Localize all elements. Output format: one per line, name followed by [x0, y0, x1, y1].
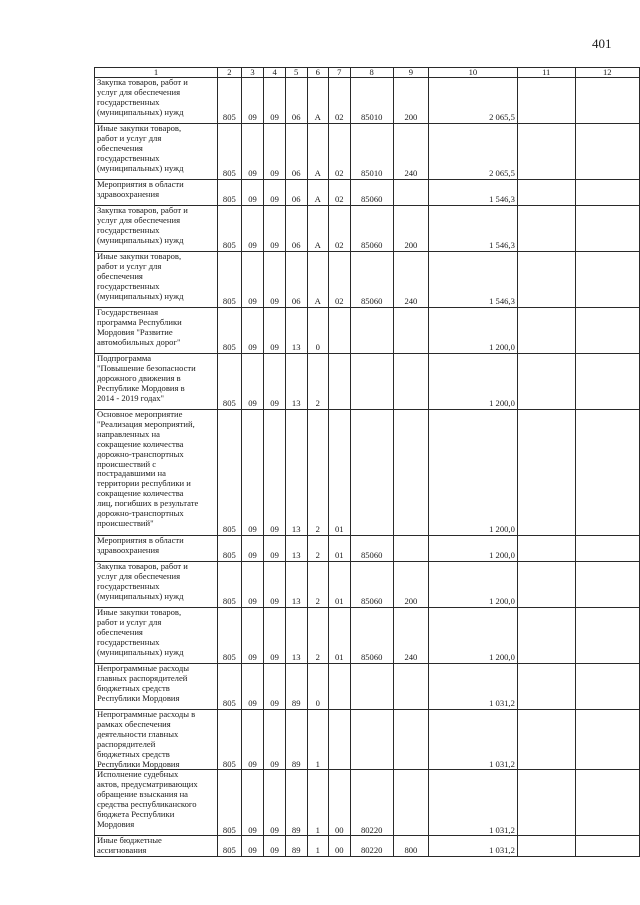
cell-c4: 09 — [264, 770, 286, 836]
cell-c4: 09 — [264, 664, 286, 710]
cell-c11 — [517, 536, 575, 562]
cell-c10: 1 546,3 — [428, 206, 517, 252]
cell-c2: 805 — [218, 206, 242, 252]
cell-c10: 1 031,2 — [428, 836, 517, 857]
cell-c4: 09 — [264, 836, 286, 857]
cell-c8: 85060 — [350, 536, 393, 562]
table-row — [95, 252, 640, 308]
cell-c11 — [517, 836, 575, 857]
cell-c9 — [393, 410, 428, 536]
cell-c6: А — [307, 180, 329, 206]
cell-c10: 1 200,0 — [428, 608, 517, 664]
cell-c9: 240 — [393, 252, 428, 308]
cell-c6: 1 — [307, 710, 329, 770]
cell-c6: А — [307, 124, 329, 180]
cell-c9 — [393, 308, 428, 354]
cell-c11 — [517, 710, 575, 770]
row-name: Мероприятия в области здравоохранения — [95, 180, 218, 206]
cell-c4: 09 — [264, 536, 286, 562]
cell-c5: 13 — [285, 410, 307, 536]
cell-c6: 1 — [307, 770, 329, 836]
cell-c5: 89 — [285, 710, 307, 770]
page-number: 401 — [592, 36, 612, 51]
cell-c12 — [575, 78, 639, 124]
cell-c2: 805 — [218, 710, 242, 770]
cell-c7: 02 — [329, 78, 351, 124]
cell-c8 — [350, 410, 393, 536]
column-header-1: 1 — [95, 68, 218, 78]
cell-c2: 805 — [218, 124, 242, 180]
cell-c8: 85060 — [350, 206, 393, 252]
cell-c12 — [575, 608, 639, 664]
cell-c11 — [517, 124, 575, 180]
cell-c6: 2 — [307, 562, 329, 608]
cell-c5: 13 — [285, 354, 307, 410]
column-header-2: 2 — [218, 68, 242, 78]
cell-c11 — [517, 252, 575, 308]
cell-c6: 2 — [307, 608, 329, 664]
cell-c11 — [517, 78, 575, 124]
cell-c9: 200 — [393, 206, 428, 252]
column-header-8: 8 — [350, 68, 393, 78]
cell-c3: 09 — [241, 770, 264, 836]
cell-c9 — [393, 180, 428, 206]
cell-c3: 09 — [241, 608, 264, 664]
table-row — [95, 608, 640, 664]
cell-c7: 00 — [329, 836, 351, 857]
cell-c7 — [329, 664, 351, 710]
cell-c12 — [575, 410, 639, 536]
cell-c9: 800 — [393, 836, 428, 857]
cell-c5: 06 — [285, 180, 307, 206]
cell-c12 — [575, 206, 639, 252]
cell-c9: 240 — [393, 608, 428, 664]
table-row — [95, 308, 640, 354]
cell-c12 — [575, 308, 639, 354]
cell-c2: 805 — [218, 252, 242, 308]
cell-c9 — [393, 664, 428, 710]
cell-c3: 09 — [241, 536, 264, 562]
cell-c2: 805 — [218, 562, 242, 608]
cell-c12 — [575, 770, 639, 836]
cell-c5: 13 — [285, 536, 307, 562]
column-header-10: 10 — [428, 68, 517, 78]
cell-c6: 0 — [307, 308, 329, 354]
cell-c6: 1 — [307, 836, 329, 857]
cell-c2: 805 — [218, 180, 242, 206]
table-body — [95, 78, 640, 857]
cell-c2: 805 — [218, 354, 242, 410]
cell-c4: 09 — [264, 354, 286, 410]
cell-c8 — [350, 308, 393, 354]
cell-c11 — [517, 308, 575, 354]
cell-c7: 01 — [329, 536, 351, 562]
cell-c11 — [517, 410, 575, 536]
cell-c4: 09 — [264, 206, 286, 252]
cell-c3: 09 — [241, 180, 264, 206]
cell-c3: 09 — [241, 664, 264, 710]
cell-c8: 85060 — [350, 252, 393, 308]
cell-c2: 805 — [218, 836, 242, 857]
cell-c4: 09 — [264, 710, 286, 770]
cell-c3: 09 — [241, 836, 264, 857]
cell-c3: 09 — [241, 308, 264, 354]
cell-c12 — [575, 536, 639, 562]
table-row — [95, 354, 640, 410]
cell-c10: 1 200,0 — [428, 536, 517, 562]
column-header-9: 9 — [393, 68, 428, 78]
cell-c7: 00 — [329, 770, 351, 836]
cell-c5: 89 — [285, 836, 307, 857]
table-row — [95, 664, 640, 710]
row-name: Основное мероприятие "Реализация мероприятий, направленных на сокращение количества дорожно-транспортных происшествий с пострадавшими на территории республики и сокращение количества лиц, погибших в результате дорожно-транспортных происшествий" — [95, 410, 218, 536]
table-row — [95, 410, 640, 536]
cell-c9: 240 — [393, 124, 428, 180]
cell-c10: 1 200,0 — [428, 562, 517, 608]
cell-c8: 80220 — [350, 836, 393, 857]
cell-c3: 09 — [241, 206, 264, 252]
cell-c4: 09 — [264, 410, 286, 536]
cell-c8: 80220 — [350, 770, 393, 836]
column-header-6: 6 — [307, 68, 329, 78]
cell-c10: 1 200,0 — [428, 308, 517, 354]
cell-c6: 2 — [307, 536, 329, 562]
table-row — [95, 770, 640, 836]
row-name: Иные бюджетные ассигнования — [95, 836, 218, 857]
cell-c7: 02 — [329, 180, 351, 206]
column-header-3: 3 — [241, 68, 264, 78]
cell-c2: 805 — [218, 410, 242, 536]
cell-c5: 06 — [285, 252, 307, 308]
cell-c3: 09 — [241, 410, 264, 536]
row-name: Закупка товаров, работ и услуг для обеспечения государственных (муниципальных) нужд — [95, 206, 218, 252]
table-row — [95, 562, 640, 608]
table-row — [95, 180, 640, 206]
cell-c12 — [575, 252, 639, 308]
row-name: Подпрограмма "Повышение безопасности дорожного движения в Республике Мордовия в 2014 - 2019 годах" — [95, 354, 218, 410]
cell-c12 — [575, 180, 639, 206]
cell-c4: 09 — [264, 180, 286, 206]
cell-c8: 85060 — [350, 180, 393, 206]
budget-table — [94, 67, 640, 857]
cell-c6: А — [307, 252, 329, 308]
cell-c11 — [517, 770, 575, 836]
cell-c6: А — [307, 206, 329, 252]
cell-c8 — [350, 664, 393, 710]
row-name: Непрограммные расходы в рамках обеспечения деятельности главных распорядителей бюджетных средств Республики Мордовия — [95, 710, 218, 770]
cell-c12 — [575, 562, 639, 608]
cell-c11 — [517, 608, 575, 664]
cell-c3: 09 — [241, 78, 264, 124]
cell-c4: 09 — [264, 608, 286, 664]
column-header-5: 5 — [285, 68, 307, 78]
cell-c3: 09 — [241, 354, 264, 410]
cell-c2: 805 — [218, 770, 242, 836]
cell-c2: 805 — [218, 664, 242, 710]
column-header-11: 11 — [517, 68, 575, 78]
cell-c5: 13 — [285, 562, 307, 608]
cell-c7 — [329, 710, 351, 770]
cell-c6: 2 — [307, 410, 329, 536]
row-name: Закупка товаров, работ и услуг для обеспечения государственных (муниципальных) нужд — [95, 562, 218, 608]
cell-c8 — [350, 354, 393, 410]
cell-c4: 09 — [264, 78, 286, 124]
cell-c6: А — [307, 78, 329, 124]
table-row — [95, 78, 640, 124]
cell-c7: 01 — [329, 608, 351, 664]
cell-c6: 2 — [307, 354, 329, 410]
cell-c12 — [575, 354, 639, 410]
table-row — [95, 836, 640, 857]
cell-c5: 13 — [285, 608, 307, 664]
cell-c3: 09 — [241, 252, 264, 308]
cell-c5: 89 — [285, 770, 307, 836]
cell-c12 — [575, 710, 639, 770]
cell-c9: 200 — [393, 562, 428, 608]
row-name: Государственная программа Республики Мордовия "Развитие автомобильных дорог" — [95, 308, 218, 354]
cell-c4: 09 — [264, 124, 286, 180]
row-name: Иные закупки товаров, работ и услуг для обеспечения государственных (муниципальных) нужд — [95, 252, 218, 308]
cell-c5: 06 — [285, 206, 307, 252]
cell-c11 — [517, 664, 575, 710]
cell-c7 — [329, 354, 351, 410]
cell-c10: 2 065,5 — [428, 124, 517, 180]
table-row — [95, 124, 640, 180]
row-name: Мероприятия в области здравоохранения — [95, 536, 218, 562]
cell-c9 — [393, 536, 428, 562]
table-row — [95, 206, 640, 252]
column-header-12: 12 — [575, 68, 639, 78]
cell-c3: 09 — [241, 710, 264, 770]
cell-c10: 1 031,2 — [428, 770, 517, 836]
cell-c10: 1 546,3 — [428, 252, 517, 308]
cell-c10: 1 031,2 — [428, 710, 517, 770]
cell-c11 — [517, 354, 575, 410]
cell-c4: 09 — [264, 562, 286, 608]
cell-c6: 0 — [307, 664, 329, 710]
cell-c5: 06 — [285, 124, 307, 180]
cell-c7 — [329, 308, 351, 354]
cell-c2: 805 — [218, 78, 242, 124]
cell-c11 — [517, 206, 575, 252]
table-row — [95, 710, 640, 770]
row-name: Непрограммные расходы главных распорядителей бюджетных средств Республики Мордовия — [95, 664, 218, 710]
cell-c5: 13 — [285, 308, 307, 354]
cell-c2: 805 — [218, 536, 242, 562]
cell-c10: 2 065,5 — [428, 78, 517, 124]
cell-c9 — [393, 710, 428, 770]
header-row — [95, 68, 640, 78]
cell-c3: 09 — [241, 124, 264, 180]
cell-c8: 85060 — [350, 562, 393, 608]
cell-c12 — [575, 836, 639, 857]
table-row — [95, 536, 640, 562]
cell-c7: 02 — [329, 124, 351, 180]
column-header-4: 4 — [264, 68, 286, 78]
row-name: Исполнение судебных актов, предусматривающих обращение взыскания на средства республиканского бюджета Республики Мордовия — [95, 770, 218, 836]
cell-c10: 1 200,0 — [428, 410, 517, 536]
cell-c11 — [517, 562, 575, 608]
cell-c7: 01 — [329, 410, 351, 536]
cell-c8 — [350, 710, 393, 770]
cell-c5: 06 — [285, 78, 307, 124]
cell-c11 — [517, 180, 575, 206]
cell-c8: 85060 — [350, 608, 393, 664]
column-header-7: 7 — [329, 68, 351, 78]
cell-c2: 805 — [218, 608, 242, 664]
cell-c5: 89 — [285, 664, 307, 710]
cell-c2: 805 — [218, 308, 242, 354]
row-name: Иные закупки товаров, работ и услуг для обеспечения государственных (муниципальных) нужд — [95, 124, 218, 180]
cell-c9 — [393, 354, 428, 410]
cell-c3: 09 — [241, 562, 264, 608]
row-name: Иные закупки товаров, работ и услуг для обеспечения государственных (муниципальных) нужд — [95, 608, 218, 664]
cell-c12 — [575, 664, 639, 710]
cell-c10: 1 200,0 — [428, 354, 517, 410]
row-name: Закупка товаров, работ и услуг для обеспечения государственных (муниципальных) нужд — [95, 78, 218, 124]
cell-c4: 09 — [264, 252, 286, 308]
cell-c10: 1 546,3 — [428, 180, 517, 206]
cell-c9 — [393, 770, 428, 836]
cell-c10: 1 031,2 — [428, 664, 517, 710]
cell-c8: 85010 — [350, 78, 393, 124]
cell-c8: 85010 — [350, 124, 393, 180]
cell-c9: 200 — [393, 78, 428, 124]
cell-c7: 02 — [329, 252, 351, 308]
cell-c7: 02 — [329, 206, 351, 252]
cell-c4: 09 — [264, 308, 286, 354]
cell-c7: 01 — [329, 562, 351, 608]
cell-c12 — [575, 124, 639, 180]
